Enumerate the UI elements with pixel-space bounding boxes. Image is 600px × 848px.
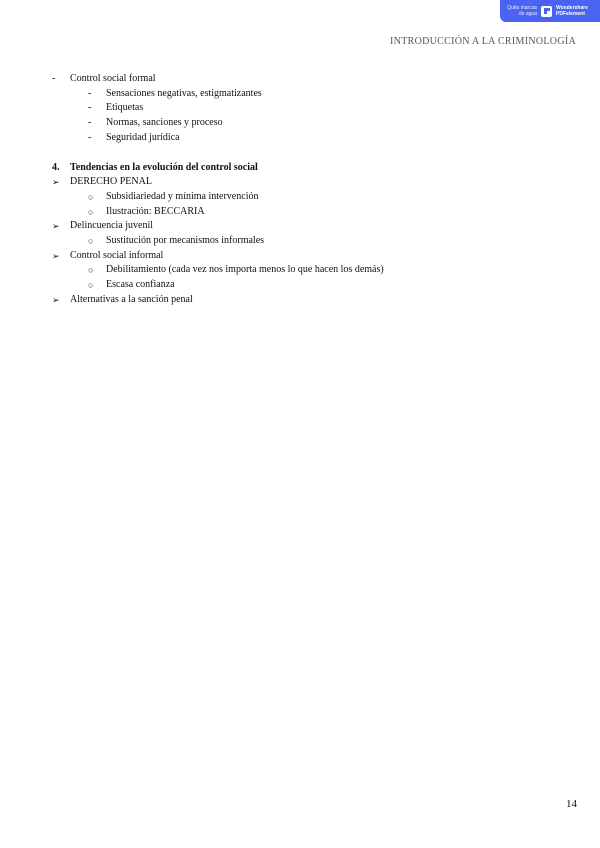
list-subitem-label: Ilustración: BECCARIA xyxy=(106,205,205,217)
circle-bullet-icon: ○ xyxy=(88,191,94,202)
list-item xyxy=(52,72,552,87)
page-header: INTRODUCCIÓN A LA CRIMINOLOGÍA xyxy=(390,36,576,47)
circle-bullet-icon: ○ xyxy=(88,236,94,247)
dash-bullet: - xyxy=(88,117,92,129)
watermark-line1: Quita marcas xyxy=(507,5,537,11)
arrow-bullet-icon: ➢ xyxy=(52,177,60,188)
list-subitem-label: Subsidiariedad y mínima intervención xyxy=(106,190,259,202)
list-subitem xyxy=(52,278,552,293)
watermark-brand1: Wondershare xyxy=(556,5,588,11)
list-item xyxy=(52,293,552,308)
list-item-label: Alternativas a la sanción penal xyxy=(70,293,193,305)
watermark-text xyxy=(503,5,537,17)
list-item xyxy=(52,219,552,234)
list-item-label: Control social formal xyxy=(70,73,156,84)
list-subitem-label: Sensaciones negativas, estigmatizantes xyxy=(106,87,262,99)
remove-watermark-button[interactable] xyxy=(500,0,600,22)
list-item xyxy=(52,175,552,190)
list-item-label: Control social informal xyxy=(70,249,164,261)
spacer xyxy=(52,146,552,161)
list-subitem xyxy=(52,101,552,116)
arrow-bullet-icon: ➢ xyxy=(52,250,60,261)
list-subitem-label: Seguridad jurídica xyxy=(106,131,180,143)
pdfelement-logo-icon xyxy=(541,6,552,17)
list-subitem-label: Etiquetas xyxy=(106,102,144,114)
dash-bullet: - xyxy=(88,131,92,143)
document-body xyxy=(52,72,552,308)
list-subitem xyxy=(52,87,552,102)
section-title: Tendencias en la evolución del control social xyxy=(70,161,258,173)
list-item-label: Delincuencia juvenil xyxy=(70,220,154,232)
list-subitem-label: Debilitamiento (cada vez nos importa menos lo que hacen los demás) xyxy=(106,264,384,276)
list-subitem xyxy=(52,263,552,278)
page-number: 14 xyxy=(566,798,577,810)
circle-bullet-icon: ○ xyxy=(88,265,94,276)
list-subitem xyxy=(52,190,552,205)
list-item xyxy=(52,249,552,264)
list-subitem xyxy=(52,116,552,131)
section-number: 4. xyxy=(52,161,60,173)
section-heading xyxy=(52,161,552,176)
list-subitem-label: Normas, sanciones y proceso xyxy=(106,117,223,129)
circle-bullet-icon: ○ xyxy=(88,206,94,217)
watermark-brand2: PDFelement xyxy=(556,11,585,17)
arrow-bullet-icon: ➢ xyxy=(52,221,60,232)
list-subitem-label: Sustitución por mecanismos informales xyxy=(106,235,265,247)
list-subitem xyxy=(52,205,552,220)
list-subitem-label: Escasa confianza xyxy=(106,279,175,291)
dash-bullet: - xyxy=(52,73,56,84)
circle-bullet-icon: ○ xyxy=(88,280,94,291)
dash-bullet: - xyxy=(88,102,92,114)
list-item-label: DERECHO PENAL xyxy=(70,176,152,188)
list-subitem xyxy=(52,234,552,249)
dash-bullet: - xyxy=(88,87,92,99)
list-subitem xyxy=(52,131,552,146)
watermark-brand xyxy=(556,5,594,17)
arrow-bullet-icon: ➢ xyxy=(52,294,60,305)
watermark-line2: de agua xyxy=(518,11,537,17)
